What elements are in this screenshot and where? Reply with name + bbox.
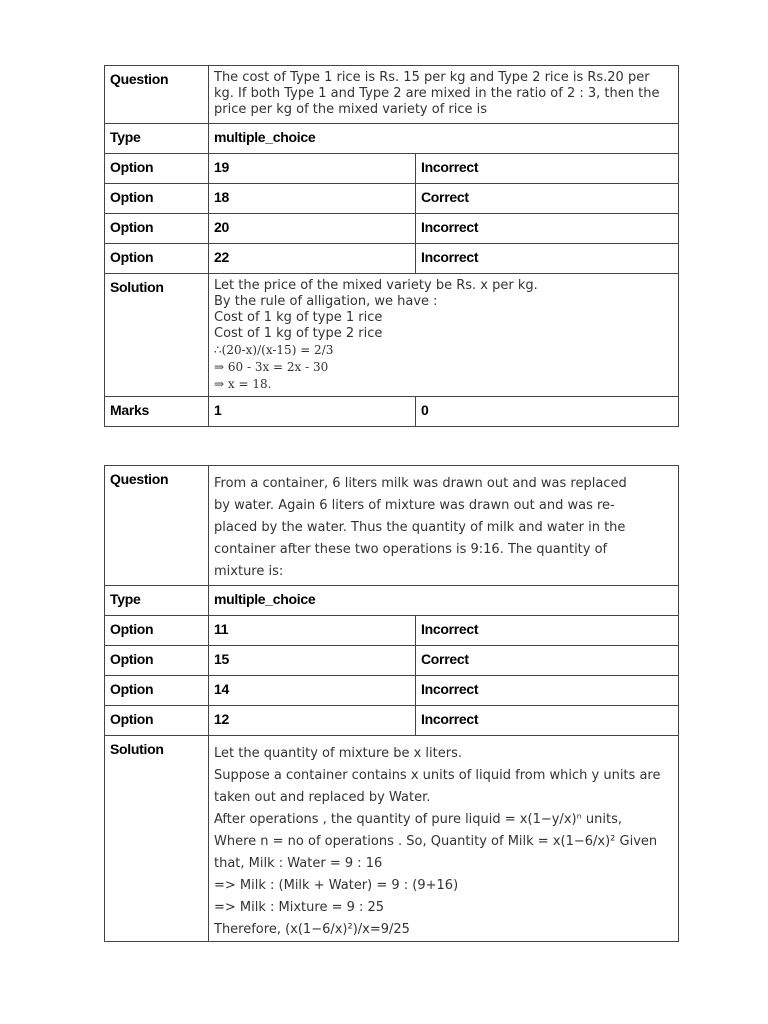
marks-negative: 0 <box>421 402 429 418</box>
question-line: The cost of Type 1 rice is Rs. 15 per kg and Type 2 rice is Rs.20 per <box>214 70 650 85</box>
option-label: Option <box>110 249 154 265</box>
solution-line: Cost of 1 kg of type 1 rice <box>214 310 383 325</box>
question-text <box>214 66 673 118</box>
option-value: 12 <box>214 711 229 727</box>
solution-label: Solution <box>110 279 164 295</box>
question-line: by water. Again 6 liters of mixture was drawn out and was re- <box>214 498 615 513</box>
question-text <box>214 466 673 583</box>
type-value: multiple_choice <box>214 129 316 145</box>
option-row <box>105 616 679 646</box>
option-row <box>105 214 679 244</box>
option-label: Option <box>110 621 154 637</box>
question-line: price per kg of the mixed variety of rice is <box>214 102 488 117</box>
type-label: Type <box>110 591 141 607</box>
solution-line: Suppose a container contains x units of liquid from which y units are <box>214 768 661 783</box>
option-status: Incorrect <box>421 159 479 175</box>
option-status: Incorrect <box>421 681 479 697</box>
solution-text <box>214 274 673 342</box>
option-label: Option <box>110 189 154 205</box>
solution-line: By the rule of alligation, we have : <box>214 294 438 309</box>
type-row <box>105 124 679 154</box>
solution-line: that, Milk : Water = 9 : 16 <box>214 856 383 871</box>
question-row <box>105 66 679 124</box>
option-row <box>105 154 679 184</box>
solution-line: Therefore, (x(1−6/x)²)/x=9/25 <box>214 922 410 937</box>
question-text-cell <box>209 66 679 124</box>
type-label: Type <box>110 129 141 145</box>
option-status: Correct <box>421 189 469 205</box>
question-label-cell <box>105 466 209 586</box>
option-value: 19 <box>214 159 229 175</box>
question-line: From a container, 6 liters milk was drawn out and was replaced <box>214 476 627 491</box>
question-line: placed by the water. Thus the quantity of milk and water in the <box>214 520 626 535</box>
question-label-cell <box>105 66 209 124</box>
question-table-2 <box>104 465 679 942</box>
solution-label: Solution <box>110 741 164 757</box>
question-text-cell <box>209 466 679 586</box>
option-label: Option <box>110 651 154 667</box>
solution-line: Cost of 1 kg of type 2 rice <box>214 326 383 341</box>
marks-row <box>105 397 679 427</box>
solution-text <box>214 736 673 941</box>
solution-line: After operations , the quantity of pure liquid = x(1−y/x)ⁿ units, <box>214 812 622 827</box>
solution-math-line: ⇒ 60 - 3x = 2x - 30 <box>214 360 329 374</box>
option-label: Option <box>110 681 154 697</box>
question-line: container after these two operations is 9:16. The quantity of <box>214 542 608 557</box>
option-value: 22 <box>214 249 229 265</box>
option-row <box>105 706 679 736</box>
question-label: Question <box>110 471 169 487</box>
solution-math-line: ∴(20-x)/(x-15) = 2/3 <box>214 343 334 357</box>
marks-value: 1 <box>214 402 222 418</box>
option-row <box>105 244 679 274</box>
type-value: multiple_choice <box>214 591 316 607</box>
question-row <box>105 466 679 586</box>
solution-math-line: ⇒ x = 18. <box>214 377 272 391</box>
option-value: 14 <box>214 681 229 697</box>
solution-line: Where n = no of operations . So, Quantity of Milk = x(1−6/x)² Given <box>214 834 658 849</box>
question-line: kg. If both Type 1 and Type 2 are mixed in the ratio of 2 : 3, then the <box>214 86 660 101</box>
option-status: Incorrect <box>421 621 479 637</box>
option-value: 18 <box>214 189 229 205</box>
solution-row <box>105 736 679 942</box>
solution-row <box>105 274 679 397</box>
type-row <box>105 586 679 616</box>
option-status: Incorrect <box>421 219 479 235</box>
question-table-1 <box>104 65 679 427</box>
option-label: Option <box>110 711 154 727</box>
option-value: 20 <box>214 219 229 235</box>
solution-line: Let the price of the mixed variety be Rs. x per kg. <box>214 278 538 293</box>
question-line: mixture is: <box>214 564 284 579</box>
option-row <box>105 646 679 676</box>
solution-line: => Milk : Mixture = 9 : 25 <box>214 900 385 915</box>
solution-line: Let the quantity of mixture be x liters. <box>214 746 462 761</box>
solution-line: => Milk : (Milk + Water) = 9 : (9+16) <box>214 878 459 893</box>
option-status: Incorrect <box>421 249 479 265</box>
option-value: 15 <box>214 651 229 667</box>
question-label: Question <box>110 71 169 87</box>
solution-line: taken out and replaced by Water. <box>214 790 431 805</box>
option-row <box>105 184 679 214</box>
option-status: Correct <box>421 651 469 667</box>
option-label: Option <box>110 159 154 175</box>
option-status: Incorrect <box>421 711 479 727</box>
solution-math <box>214 342 673 393</box>
option-label: Option <box>110 219 154 235</box>
option-row <box>105 676 679 706</box>
option-value: 11 <box>214 621 229 637</box>
marks-label: Marks <box>110 402 149 418</box>
